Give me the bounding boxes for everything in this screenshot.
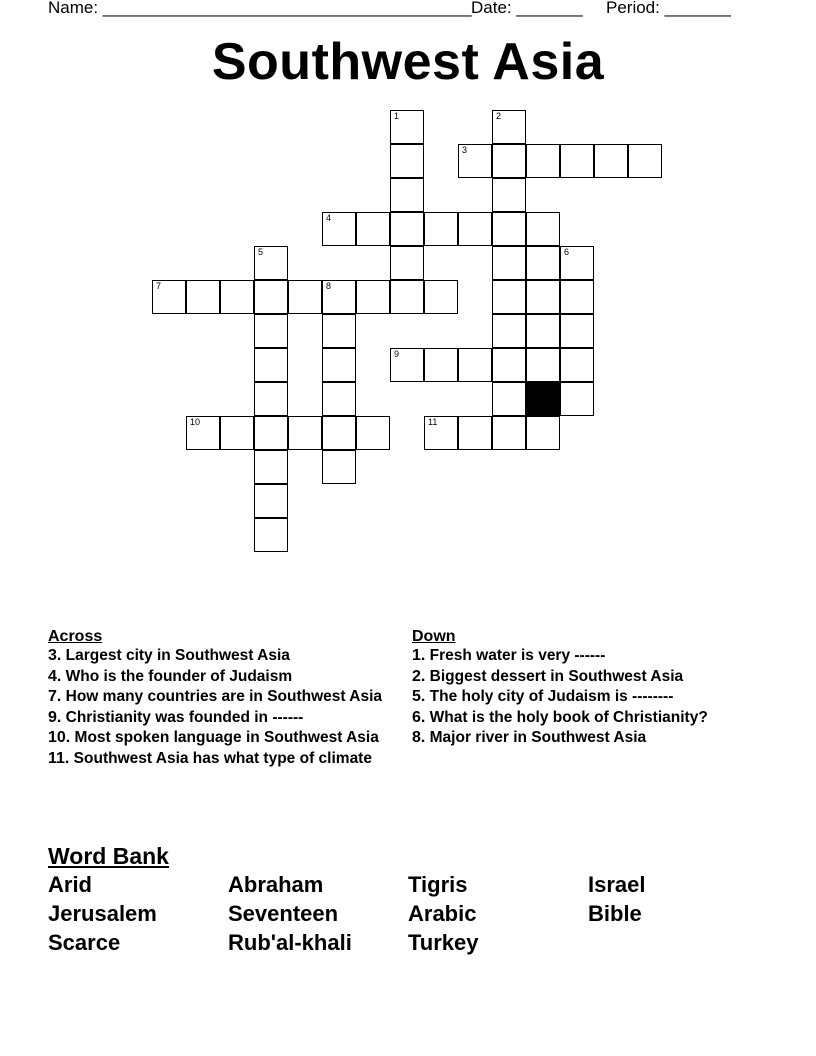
- clue-num: 1.: [412, 647, 426, 664]
- grid-cell[interactable]: [220, 416, 254, 450]
- word-bank-word: Arid: [48, 872, 92, 897]
- clue-num: 5.: [412, 688, 426, 705]
- grid-cell[interactable]: [560, 246, 594, 280]
- word-bank-word: Turkey: [408, 930, 479, 955]
- name-field[interactable]: Name: _______________________________________: [48, 0, 472, 17]
- grid-cell[interactable]: [492, 382, 526, 416]
- clue-number: 5: [258, 247, 264, 257]
- across-clues: [48, 628, 388, 771]
- grid-cell[interactable]: [390, 110, 424, 144]
- period-field[interactable]: Period: _______: [606, 0, 731, 17]
- across-clue: [48, 689, 388, 705]
- across-clue: [48, 730, 388, 746]
- clue-text: Fresh water is very ------: [425, 647, 606, 664]
- clue-num: 6.: [412, 708, 426, 726]
- across-clue: [48, 669, 388, 685]
- word-bank-word: Israel: [588, 872, 646, 897]
- clue-num: 7.: [48, 688, 62, 705]
- grid-cell[interactable]: [424, 416, 458, 450]
- clue-text: Southwest Asia has what type of climate: [69, 749, 372, 767]
- clue-number: 11: [428, 417, 438, 427]
- grid-cell[interactable]: [492, 314, 526, 348]
- grid-block: [526, 382, 560, 416]
- grid-cell[interactable]: [254, 280, 288, 314]
- across-heading: Across: [48, 628, 103, 645]
- grid-cell[interactable]: [526, 246, 560, 280]
- grid-cell[interactable]: [254, 314, 288, 348]
- grid-cell[interactable]: [560, 144, 594, 178]
- grid-cell[interactable]: [390, 178, 424, 212]
- clue-number: 7: [156, 281, 162, 291]
- clue-num: 8.: [412, 729, 426, 746]
- down-clue: [412, 710, 752, 726]
- grid-cell[interactable]: [322, 348, 356, 382]
- grid-cell[interactable]: [492, 280, 526, 314]
- word-bank-word: Bible: [588, 901, 642, 926]
- word-bank-word: Abraham: [228, 872, 324, 897]
- clue-num: 9.: [48, 708, 62, 726]
- grid-cell[interactable]: [254, 416, 288, 450]
- grid-cell[interactable]: [560, 382, 594, 416]
- word-bank-word: Rub'al-khali: [228, 930, 352, 955]
- grid-cell[interactable]: [288, 280, 322, 314]
- grid-cell[interactable]: [254, 450, 288, 484]
- grid-cell[interactable]: [322, 314, 356, 348]
- across-clue: [48, 751, 388, 767]
- clue-text: The holy city of Judaism is --------: [425, 688, 674, 705]
- grid-cell[interactable]: [390, 144, 424, 178]
- grid-cell[interactable]: [322, 450, 356, 484]
- grid-cell[interactable]: [594, 144, 628, 178]
- grid-cell[interactable]: [254, 348, 288, 382]
- clue-text: Who is the founder of Judaism: [61, 667, 293, 685]
- word-bank-title: Word Bank: [48, 843, 169, 869]
- grid-cell[interactable]: [424, 348, 458, 382]
- grid-cell[interactable]: [526, 144, 560, 178]
- grid-cell[interactable]: [220, 280, 254, 314]
- grid-cell[interactable]: [322, 212, 356, 246]
- grid-cell[interactable]: [492, 144, 526, 178]
- grid-cell[interactable]: [492, 348, 526, 382]
- down-clue: [412, 730, 752, 746]
- clue-text: What is the holy book of Christianity?: [425, 708, 708, 726]
- clue-num: 10.: [48, 729, 71, 746]
- clue-text: Largest city in Southwest Asia: [61, 647, 290, 664]
- grid-cell[interactable]: [254, 382, 288, 416]
- down-clue: [412, 689, 752, 705]
- grid-cell[interactable]: [254, 246, 288, 280]
- down-heading: Down: [412, 628, 456, 645]
- word-bank-word: Tigris: [408, 872, 468, 897]
- clue-text: Biggest dessert in Southwest Asia: [425, 667, 684, 685]
- grid-cell[interactable]: [458, 144, 492, 178]
- clue-num: 11.: [48, 749, 70, 767]
- grid-cell[interactable]: [356, 416, 390, 450]
- grid-cell[interactable]: [560, 280, 594, 314]
- word-bank-word: Arabic: [408, 901, 477, 926]
- down-clues: [412, 628, 752, 751]
- clue-number: 2: [496, 111, 502, 121]
- word-bank-word: Jerusalem: [48, 901, 157, 926]
- grid-cell[interactable]: [356, 280, 390, 314]
- grid-cell[interactable]: [628, 144, 662, 178]
- grid-cell[interactable]: [526, 416, 560, 450]
- grid-cell[interactable]: [356, 212, 390, 246]
- grid-cell[interactable]: [526, 314, 560, 348]
- word-bank-word: Seventeen: [228, 901, 339, 926]
- grid-cell[interactable]: [526, 212, 560, 246]
- grid-cell[interactable]: [560, 314, 594, 348]
- grid-cell[interactable]: [390, 212, 424, 246]
- grid-cell[interactable]: [390, 348, 424, 382]
- clue-number: 8: [326, 281, 332, 291]
- page-title: Southwest Asia: [211, 33, 605, 91]
- grid-cell[interactable]: [424, 280, 458, 314]
- clue-number: 9: [394, 349, 400, 359]
- grid-cell[interactable]: [424, 212, 458, 246]
- clue-num: 4.: [48, 667, 62, 685]
- grid-cell[interactable]: [526, 280, 560, 314]
- grid-cell[interactable]: [186, 280, 220, 314]
- grid-cell[interactable]: [492, 212, 526, 246]
- grid-cell[interactable]: [492, 110, 526, 144]
- clue-number: 6: [564, 247, 570, 257]
- clue-number: 1: [394, 111, 400, 121]
- grid-cell[interactable]: [458, 416, 492, 450]
- grid-cell[interactable]: [254, 484, 288, 518]
- clue-text: How many countries are in Southwest Asia: [61, 688, 383, 705]
- across-clue: [48, 710, 388, 726]
- clue-number: 10: [190, 417, 201, 427]
- grid-cell[interactable]: [186, 416, 220, 450]
- grid-cell[interactable]: [254, 518, 288, 552]
- grid-cell[interactable]: [390, 246, 424, 280]
- down-clue: [412, 648, 752, 664]
- grid-cell[interactable]: [288, 416, 322, 450]
- clue-text: Major river in Southwest Asia: [425, 729, 647, 746]
- word-bank-word: Scarce: [48, 930, 121, 955]
- clue-number: 4: [326, 213, 332, 223]
- clue-number: 3: [462, 145, 468, 155]
- clue-num: 3.: [48, 647, 62, 664]
- grid-cell[interactable]: [458, 212, 492, 246]
- grid-cell[interactable]: [322, 416, 356, 450]
- grid-cell[interactable]: [526, 348, 560, 382]
- grid-cell[interactable]: [322, 382, 356, 416]
- clue-text: Most spoken language in Southwest Asia: [70, 729, 379, 746]
- grid-cell[interactable]: [152, 280, 186, 314]
- grid-cell[interactable]: [492, 416, 526, 450]
- grid-cell[interactable]: [492, 246, 526, 280]
- down-clue: [412, 669, 752, 685]
- clue-num: 2.: [412, 667, 426, 685]
- clue-text: Christianity was founded in ------: [61, 708, 304, 726]
- across-clue: [48, 648, 388, 664]
- grid-cell[interactable]: [458, 348, 492, 382]
- grid-cell[interactable]: [322, 280, 356, 314]
- grid-cell[interactable]: [492, 178, 526, 212]
- grid-cell[interactable]: [390, 280, 424, 314]
- date-field[interactable]: Date: _______: [471, 0, 583, 17]
- grid-cell[interactable]: [560, 348, 594, 382]
